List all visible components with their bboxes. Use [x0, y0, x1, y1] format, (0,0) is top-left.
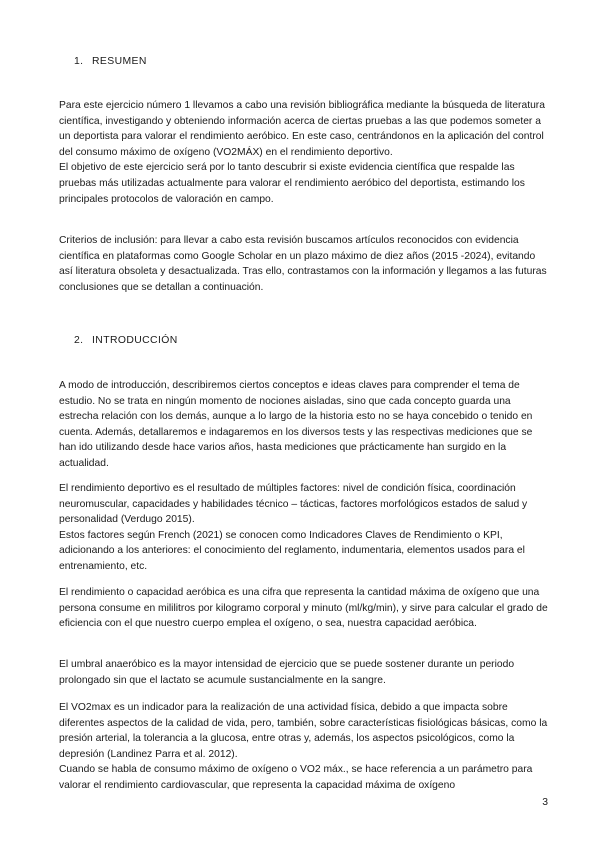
intro-paragraph-5: [59, 700, 549, 794]
paragraph: El umbral anaeróbico es la mayor intensidad de ejercicio que se puede sostener durante un periodo prolongado sin que el lactato se acumule sustancialmente en la sangre.: [59, 659, 515, 686]
paragraph: El objetivo de este ejercicio será por lo tanto descubrir si existe evidencia científica que respalde las pruebas más utilizadas actualmente para valorar el rendimiento aeróbico del deportista, estimando los principales protocolos de valoración en campo.: [59, 162, 525, 205]
resumen-body: [59, 98, 549, 207]
section-title: INTRODUCCIÓN: [92, 335, 178, 346]
section-number: 2.: [74, 335, 84, 346]
paragraph: Para este ejercicio número 1 llevamos a cabo una revisión bibliográfica mediante la búsqueda de literatura científica, investigando y obteniendo información acerca de ciertas pruebas a las que podemos someter a un deportista para valorar el rendimiento aeróbico. En este caso, centrándonos en la aplicación del control del consumo máximo de oxígeno (VO2MÁX) en el rendimiento deportivo.: [59, 100, 545, 158]
paragraph: El rendimiento o capacidad aeróbica es una cifra que representa la cantidad máxima de oxígeno que una persona consume en mililitros por kilogramo corporal y minuto (ml/kg/min), y sirve para calcular el grado de eficiencia con el que nuestro cuerpo emplea el oxígeno, o sea, nuestra capacidad aeróbica.: [59, 587, 548, 630]
page-number: 3: [542, 797, 548, 808]
paragraph: Criterios de inclusión: para llevar a cabo esta revisión buscamos artículos reconocidos con evidencia científica en plataformas como Google Scholar en un plazo máximo de diez años (2015 -2024), evitando así literatura obsoleta y desactualizada. Tras ello, contrastamos con la información y llegamos a las futuras conclusiones que se detallan a continuación.: [59, 235, 547, 293]
section-number: 1.: [74, 56, 84, 67]
section-heading-introduccion: [74, 335, 178, 346]
intro-paragraph-3: [59, 585, 549, 632]
intro-paragraph-1: [59, 378, 549, 472]
paragraph: El rendimiento deportivo es el resultado de múltiples factores: nivel de condición física, coordinación neuromuscular, capacidades y habilidades técnico – tácticas, factores morfológicos estados de salud y personalidad (Verdugo 2015).: [59, 483, 528, 526]
paragraph: Estos factores según French (2021) se conocen como Indicadores Claves de Rendimiento o KPI, adicionando a los anteriores: el conocimiento del reglamento, indumentaria, elementos usados para el entrenamiento, etc.: [59, 529, 525, 572]
section-heading-resumen: [74, 56, 147, 67]
paragraph: A modo de introducción, describiremos ciertos conceptos e ideas claves para comprender el tema de estudio. No se trata en ningún momento de nociones aisladas, sino que cada concepto guarda una estrecha relación con los demás, aunque a lo largo de la historia esto no se haya concebido o tenido en cuenta. Además, detallaremos e indagaremos en los diversos tests y las respectivas mediciones que se han ido utilizando desde hace varios años, hasta mediciones que prácticamente han surgido en la actualidad.: [59, 380, 533, 469]
section-title: RESUMEN: [92, 56, 147, 67]
intro-paragraph-4: [59, 657, 549, 688]
paragraph: Cuando se habla de consumo máximo de oxígeno o VO2 máx., se hace referencia a un parámetro para valorar el rendimiento cardiovascular, que representa la capacidad máxima de oxígeno: [59, 764, 533, 791]
intro-paragraph-2: [59, 481, 549, 575]
inclusion-criteria: [59, 233, 549, 295]
paragraph: El VO2max es un indicador para la realización de una actividad física, debido a que impacta sobre diferentes aspectos de la calidad de vida, pero, también, sobre características fisiológicas básicas, como la presión arterial, la tolerancia a la glucosa, entre otras y, además, los aspectos psicológicos, como la depresión (Landinez Parra et al. 2012).: [59, 702, 548, 760]
